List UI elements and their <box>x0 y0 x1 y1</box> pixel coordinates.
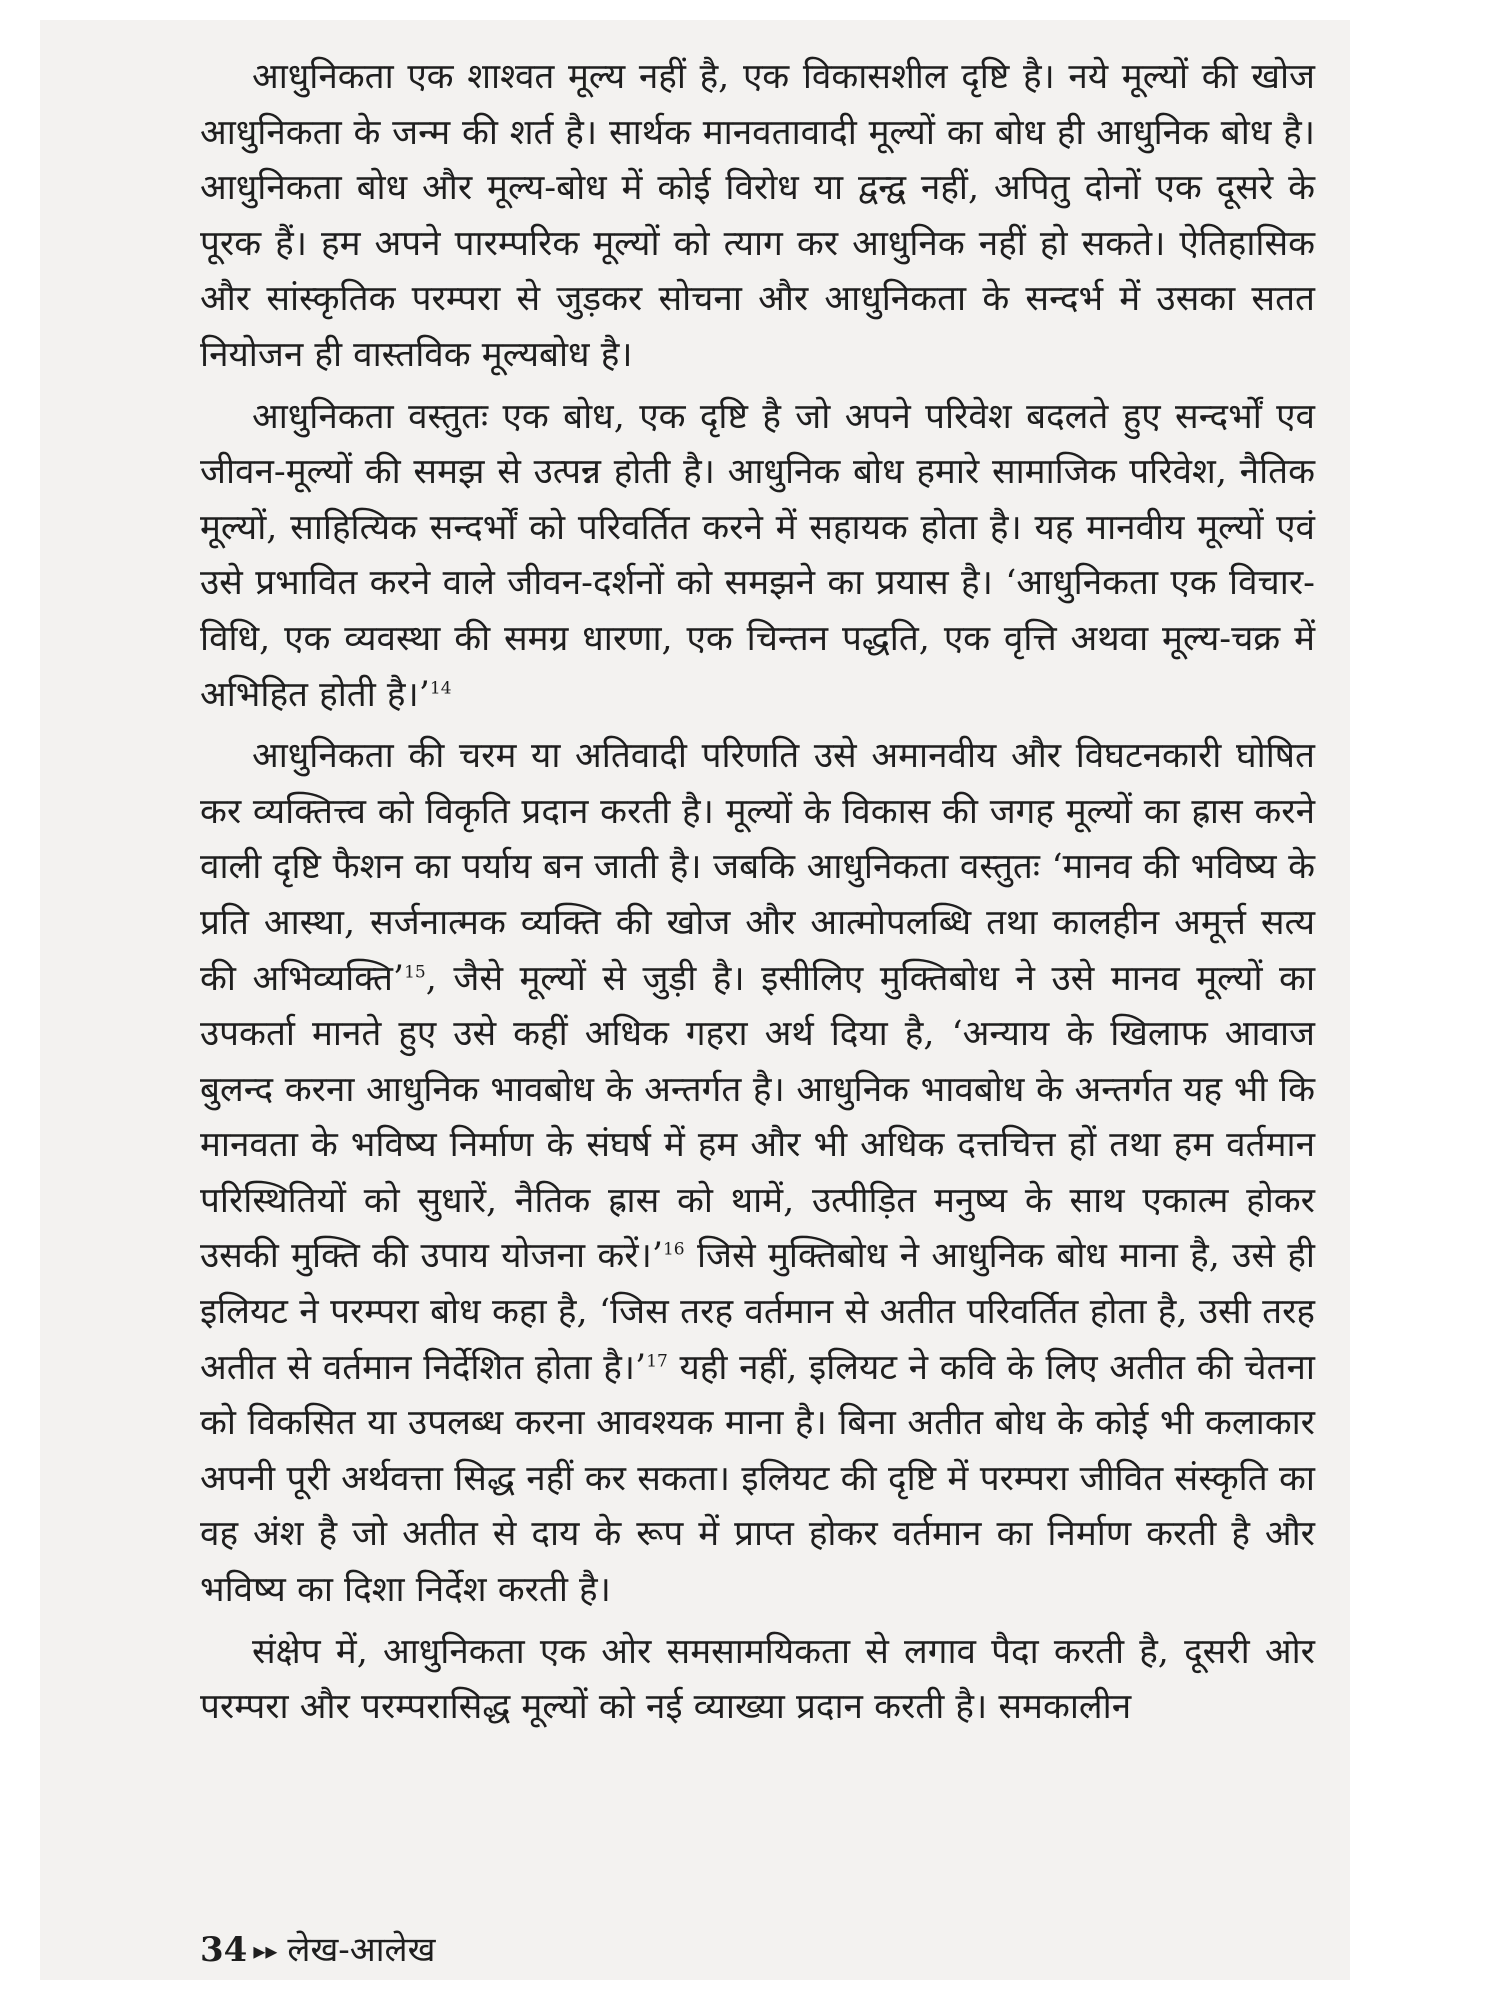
page-footer <box>200 1925 435 1971</box>
paragraph <box>200 50 1315 384</box>
text-segment: संक्षेप में, आधुनिकता एक ओर समसामयिकता से लगाव पैदा करती है, दूसरी ओर परम्परा और परम्परासिद्ध मूल्यों को नई व्याख्या प्रदान करती है। समकालीन <box>200 1631 1315 1728</box>
paragraph <box>200 1625 1315 1736</box>
body-text <box>200 50 1315 1742</box>
text-segment: आधुनिकता वस्तुतः एक बोध, एक दृष्टि है जो अपने परिवेश बदलते हुए सन्दर्भों एव जीवन-मूल्यों की समझ से उत्पन्न होती है। आधुनिक बोध हमारे सामाजिक परिवेश, नैतिक मूल्यों, साहित्यिक सन्दर्भों को परिवर्तित करने में सहायक होता है। यह मानवीय मूल्यों एवं उसे प्रभावित करने वाले जीवन-दर्शनों को समझने का प्रयास है। ‘आधुनिकता एक विचार-विधि, एक व्यवस्था की समग्र धारणा, एक चिन्तन पद्धति, एक वृत्ति अथवा मूल्य-चक्र में अभिहित होती है।’ <box>200 396 1315 715</box>
footnote-reference: 16 <box>662 1239 685 1260</box>
footnote-reference: 15 <box>404 961 426 982</box>
text-segment: आधुनिकता की चरम या अतिवादी परिणति उसे अमानवीय और विघटनकारी घोषित कर व्यक्तित्त्व को विकृति प्रदान करती है। मूल्यों के विकास की जगह मूल्यों का ह्रास करने वाली दृष्टि फैशन का पर्याय बन जाती है। जबकि आधुनिकता वस्तुतः ‘मानव की भविष्य के प्रति आस्था, सर्जनात्मक व्यक्ति की खोज और आत्मोपलब्धि तथा कालहीन अमूर्त्त सत्य की अभिव्यक्ति’ <box>200 736 1315 999</box>
double-arrow-icon: ▸▸ <box>253 1937 278 1965</box>
text-segment: यही नहीं, इलियट ने कवि के लिए अतीत की चेतना को विकसित या उपलब्ध करना आवश्यक माना है। बिना अतीत बोध के कोई भी कलाकार अपनी पूरी अर्थवत्ता सिद्ध नहीं कर सकता। इलियट की दृष्टि में परम्परा जीवित संस्कृति का वह अंश है जो अतीत से दाय के रूप में प्राप्त होकर वर्तमान का निर्माण करती है और भविष्य का दिशा निर्देश करती है। <box>200 1347 1315 1611</box>
text-segment: आधुनिकता एक शाश्वत मूल्य नहीं है, एक विकासशील दृष्टि है। नये मूल्यों की खोज आधुनिकता के जन्म की शर्त है। सार्थक मानवतावादी मूल्यों का बोध ही आधुनिक बोध है। आधुनिकता बोध और मूल्य-बोध में कोई विरोध या द्वन्द्व नहीं, अपितु दोनों एक दूसरे के पूरक हैं। हम अपने पारम्परिक मूल्यों को त्याग कर आधुनिक नहीं हो सकते। ऐतिहासिक और सांस्कृतिक परम्परा से जुड़कर सोचना और आधुनिकता के सन्दर्भ में उसका सतत नियोजन ही वास्तविक मूल्यबोध है। <box>200 57 1315 375</box>
page-number: 34 <box>200 1930 248 1970</box>
book-title: लेख-आलेख <box>287 1930 436 1970</box>
text-segment: , जैसे मूल्यों से जुड़ी है। इसीलिए मुक्तिबोध ने उसे मानव मूल्यों का उपकर्ता मानते हुए उसे कहीं अधिक गहरा अर्थ दिया है, ‘अन्याय के खिलाफ आवाज बुलन्द करना आधुनिक भावबोध के अन्तर्गत है। आधुनिक भावबोध के अन्तर्गत यह भी कि मानवता के भविष्य निर्माण के संघर्ष में हम और भी अधिक दत्तचित्त हों तथा हम वर्तमान परिस्थितियों को सुधारें, नैतिक ह्रास को थामें, उत्पीड़ित मनुष्य के साथ एकात्म होकर उसकी मुक्ति की उपाय योजना करें।’ <box>200 958 1316 1277</box>
paragraph <box>200 729 1315 1619</box>
book-page <box>40 20 1350 1980</box>
footnote-reference: 14 <box>429 677 452 698</box>
text-segment: जिसे मुक्तिबोध ने आधुनिक बोध माना है, उसे ही इलियट ने परम्परा बोध कहा है, ‘जिस तरह वर्तमान से अतीत परिवर्तित होता है, उसी तरह अतीत से वर्तमान निर्देशित होता है।’ <box>200 1236 1315 1388</box>
paragraph <box>200 390 1315 724</box>
footnote-reference: 17 <box>646 1351 668 1371</box>
